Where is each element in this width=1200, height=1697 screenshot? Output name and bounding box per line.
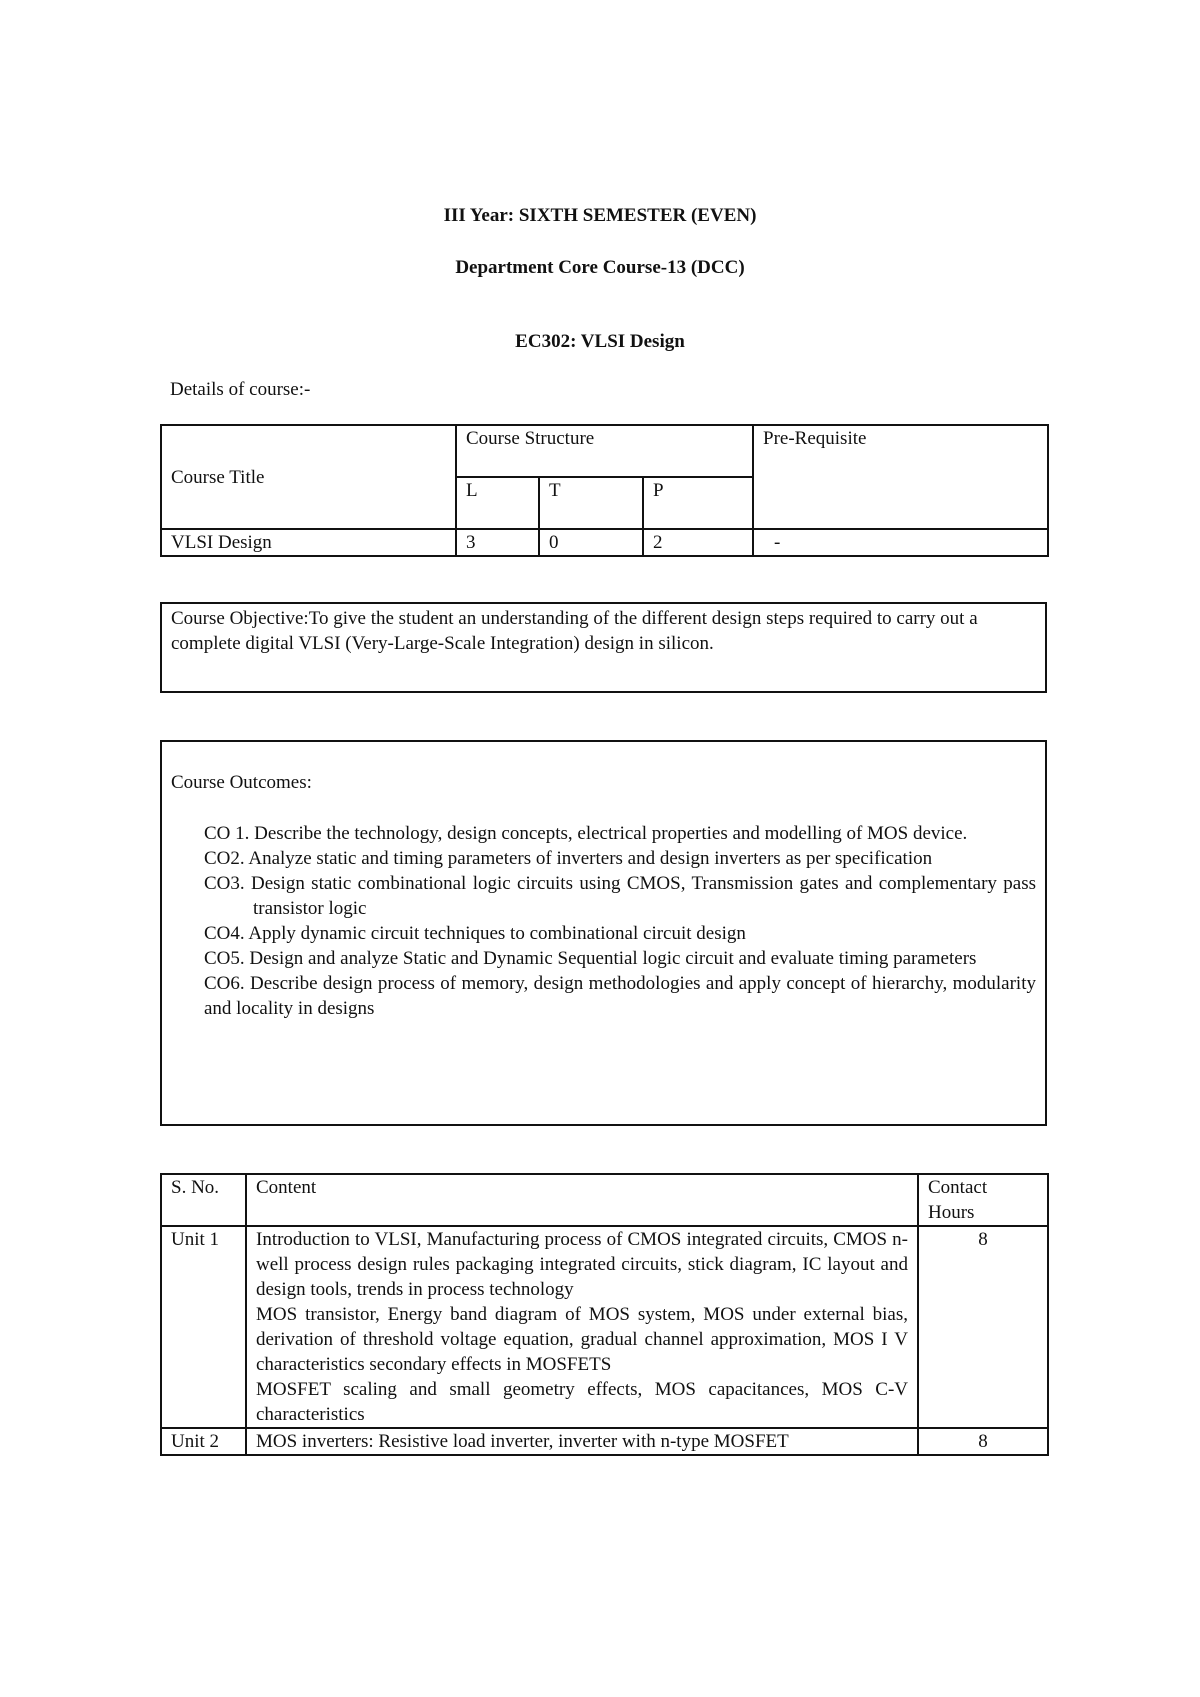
- department-course-heading: Department Core Course-13 (DCC): [455, 257, 745, 278]
- course-outcomes-box: [160, 740, 1047, 1126]
- course-outcome-item: CO4. Apply dynamic circuit techniques to combinational circuit design: [204, 923, 746, 944]
- course-title-value: VLSI Design: [161, 529, 456, 556]
- table-row: [161, 1226, 1048, 1428]
- semester-heading: III Year: SIXTH SEMESTER (EVEN): [443, 205, 757, 226]
- sno-header: S. No.: [161, 1174, 246, 1226]
- content-header: Content: [246, 1174, 918, 1226]
- course-outcomes-label: Course Outcomes:: [171, 772, 312, 793]
- table-row: [161, 1428, 1048, 1455]
- course-structure-header: Course Structure: [456, 425, 753, 477]
- details-label: Details of course:-: [170, 379, 311, 400]
- course-content-table: [160, 1173, 1049, 1456]
- course-outcome-item: CO 1. Describe the technology, design concepts, electrical properties and modelling of MOS device.: [204, 823, 968, 844]
- l-header: L: [456, 477, 539, 529]
- unit-label: Unit 2: [161, 1428, 246, 1455]
- course-outcomes-list: [171, 821, 1036, 1021]
- prerequisite-value: -: [753, 529, 1048, 556]
- unit-content: [246, 1428, 918, 1455]
- course-code-title: EC302: VLSI Design: [515, 331, 685, 352]
- unit-content-paragraph: MOSFET scaling and small geometry effects, MOS capacitances, MOS C-V characteristics: [256, 1379, 908, 1425]
- details-header-row: [161, 425, 1048, 477]
- unit-content-paragraph: Introduction to VLSI, Manufacturing process of CMOS integrated circuits, CMOS n-well process design rules packaging integrated circuits, stick diagram, IC layout and design tools, trends in process technology: [256, 1229, 908, 1300]
- course-outcome-item: CO5. Design and analyze Static and Dynamic Sequential logic circuit and evaluate timing parameters: [204, 948, 977, 969]
- p-value: 2: [643, 529, 753, 556]
- contact-hours-header: Contact Hours: [918, 1174, 1048, 1226]
- details-row: [161, 529, 1048, 556]
- course-details-table: [160, 424, 1049, 557]
- unit-content-paragraph: MOS transistor, Energy band diagram of MOS system, MOS under external bias, derivation of threshold voltage equation, gradual channel approximation, MOS I V characteristics secondary effects in MOSFETS: [256, 1304, 908, 1375]
- unit-content-paragraph: MOS inverters: Resistive load inverter, inverter with n-type MOSFET: [256, 1431, 789, 1452]
- unit-hours: 8: [918, 1428, 1048, 1455]
- course-outcome-item: CO6. Describe design process of memory, design methodologies and apply concept of hierarchy, modularity and locality in designs: [204, 973, 1036, 1019]
- course-outcome-item: CO2. Analyze static and timing parameters of inverters and design inverters as per specification: [204, 848, 933, 869]
- l-value: 3: [456, 529, 539, 556]
- course-objective-box: [160, 602, 1047, 693]
- course-title-header: Course Title: [161, 425, 456, 529]
- t-header: T: [539, 477, 643, 529]
- p-header: P: [643, 477, 753, 529]
- unit-hours: 8: [918, 1226, 1048, 1428]
- course-outcome-item: CO3. Design static combinational logic circuits using CMOS, Transmission gates and complementary pass transistor logic: [204, 873, 1036, 919]
- unit-label: Unit 1: [161, 1226, 246, 1428]
- course-objective-text: Course Objective:To give the student an understanding of the different design steps required to carry out a complete digital VLSI (Very-Large-Scale Integration) design in silicon.: [171, 608, 978, 654]
- prerequisite-header: Pre-Requisite: [753, 425, 1048, 529]
- content-header-row: [161, 1174, 1048, 1226]
- t-value: 0: [539, 529, 643, 556]
- unit-content: [246, 1226, 918, 1428]
